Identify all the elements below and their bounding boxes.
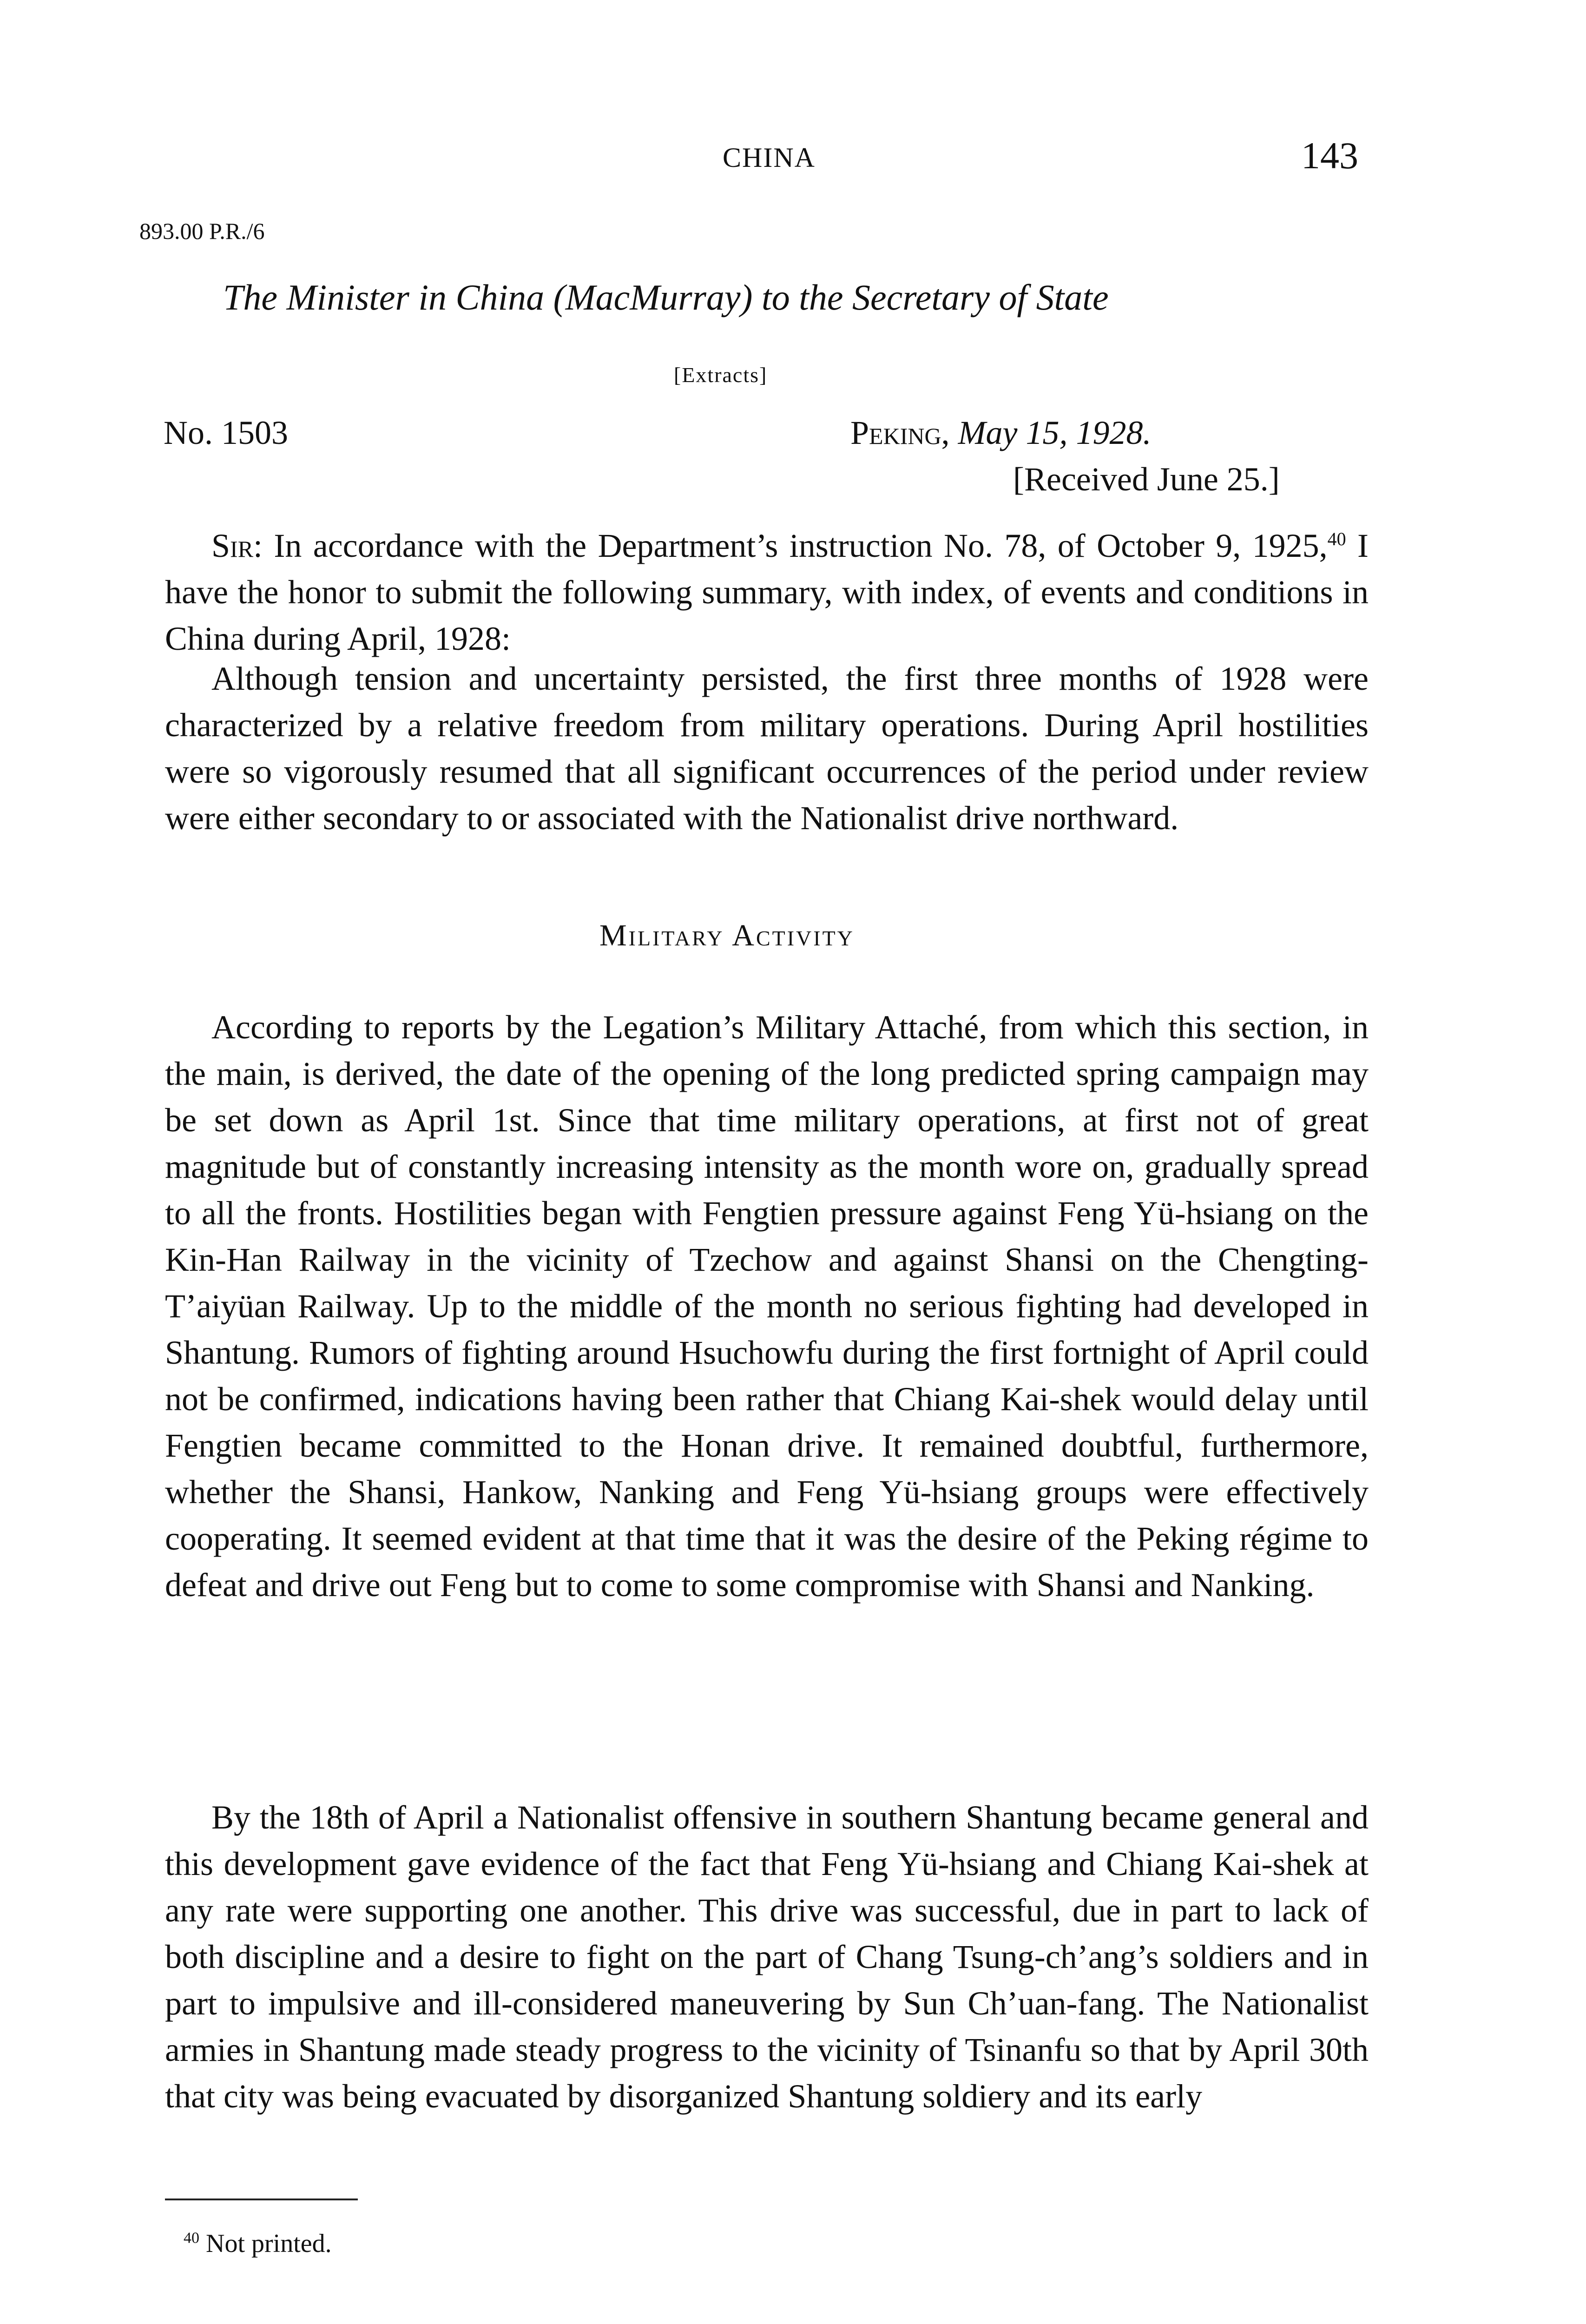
footnote-marker: 40: [184, 2229, 199, 2247]
paragraph-military-2: By the 18th of April a Nationalist offensive in southern Shantung became general and this development gave evidence of the fact that Feng Yü-hsiang and Chiang Kai-shek at any rate were supporting one another. This drive was successful, due in part to lack of both discipline and a desire to fight on the part of Chang Tsung-ch’ang’s soldiers and in part to impulsive and ill-considered maneuvering by Sun Ch’uan-fang. The Nationalist armies in Shantung made steady progress to the vicinity of Tsinanfu so that by April 30th that city was being evacuated by disorganized Shantung soldiery and its early: [165, 1799, 1369, 2115]
dateline-place: Peking,: [850, 414, 950, 451]
footnote: [184, 2229, 332, 2258]
paragraph-intro-text-b: I have the honor to submit the following summary, with index, of events and conditions in China during April, 1928:: [165, 527, 1369, 657]
section-heading: Military Activity: [599, 918, 855, 952]
extracts-note: [Extracts]: [674, 363, 768, 387]
dateline-date: May 15, 1928.: [958, 414, 1152, 451]
footnote-reference: 40: [1327, 528, 1346, 549]
dateline: [850, 414, 1152, 452]
footnote-divider: [165, 2199, 358, 2200]
running-title: CHINA: [723, 142, 816, 173]
document-number: No. 1503: [164, 414, 288, 451]
received-date: [Received June 25.]: [1013, 461, 1280, 498]
footnote-text: Not printed.: [199, 2229, 332, 2258]
paragraph-intro: [165, 516, 1369, 662]
page-number: 143: [1301, 134, 1358, 177]
document-title: The Minister in China (MacMurray) to the Secretary of State: [223, 277, 1109, 317]
salutation: Sir:: [211, 527, 263, 564]
file-number: 893.00 P.R./6: [139, 218, 265, 244]
paragraph-military-1: According to reports by the Legation’s Military Attaché, from which this section, in the main, is derived, the date of the opening of the long predicted spring campaign may be set down as April 1st. Since that time military operations, at first not of great magnitude but of constantly increasing intensity as the month wore on, gradually spread to all the fronts. Hostilities began with Fengtien pressure against Feng Yü-hsiang on the Kin-Han Railway in the vicinity of Tzechow and against Shansi on the Chengting-T’aiyüan Railway. Up to the middle of the month no serious fighting had developed in Shantung. Rumors of fighting around Hsuchowfu during the first fortnight of April could not be confirmed, indications having been rather that Chiang Kai-shek would delay until Fengtien became committed to the Honan drive. It remained doubtful, furthermore, whether the Shansi, Hankow, Nanking and Feng Yü-hsiang groups were effectively cooperating. It seemed evident at that time that it was the desire of the Peking régime to defeat and drive out Feng but to come to some compromise with Shansi and Nanking.: [165, 1009, 1369, 1604]
paragraph-intro-text-a: In accordance with the Department’s instruction No. 78, of October 9, 1925,: [274, 527, 1328, 564]
paragraph-summary: Although tension and uncertainty persisted, the first three months of 1928 were characterized by a relative freedom from military operations. During April hostilities were so vigorously resumed that all significant occurrences of the period under review were either secondary to or associated with the Nationalist drive northward.: [165, 660, 1369, 837]
